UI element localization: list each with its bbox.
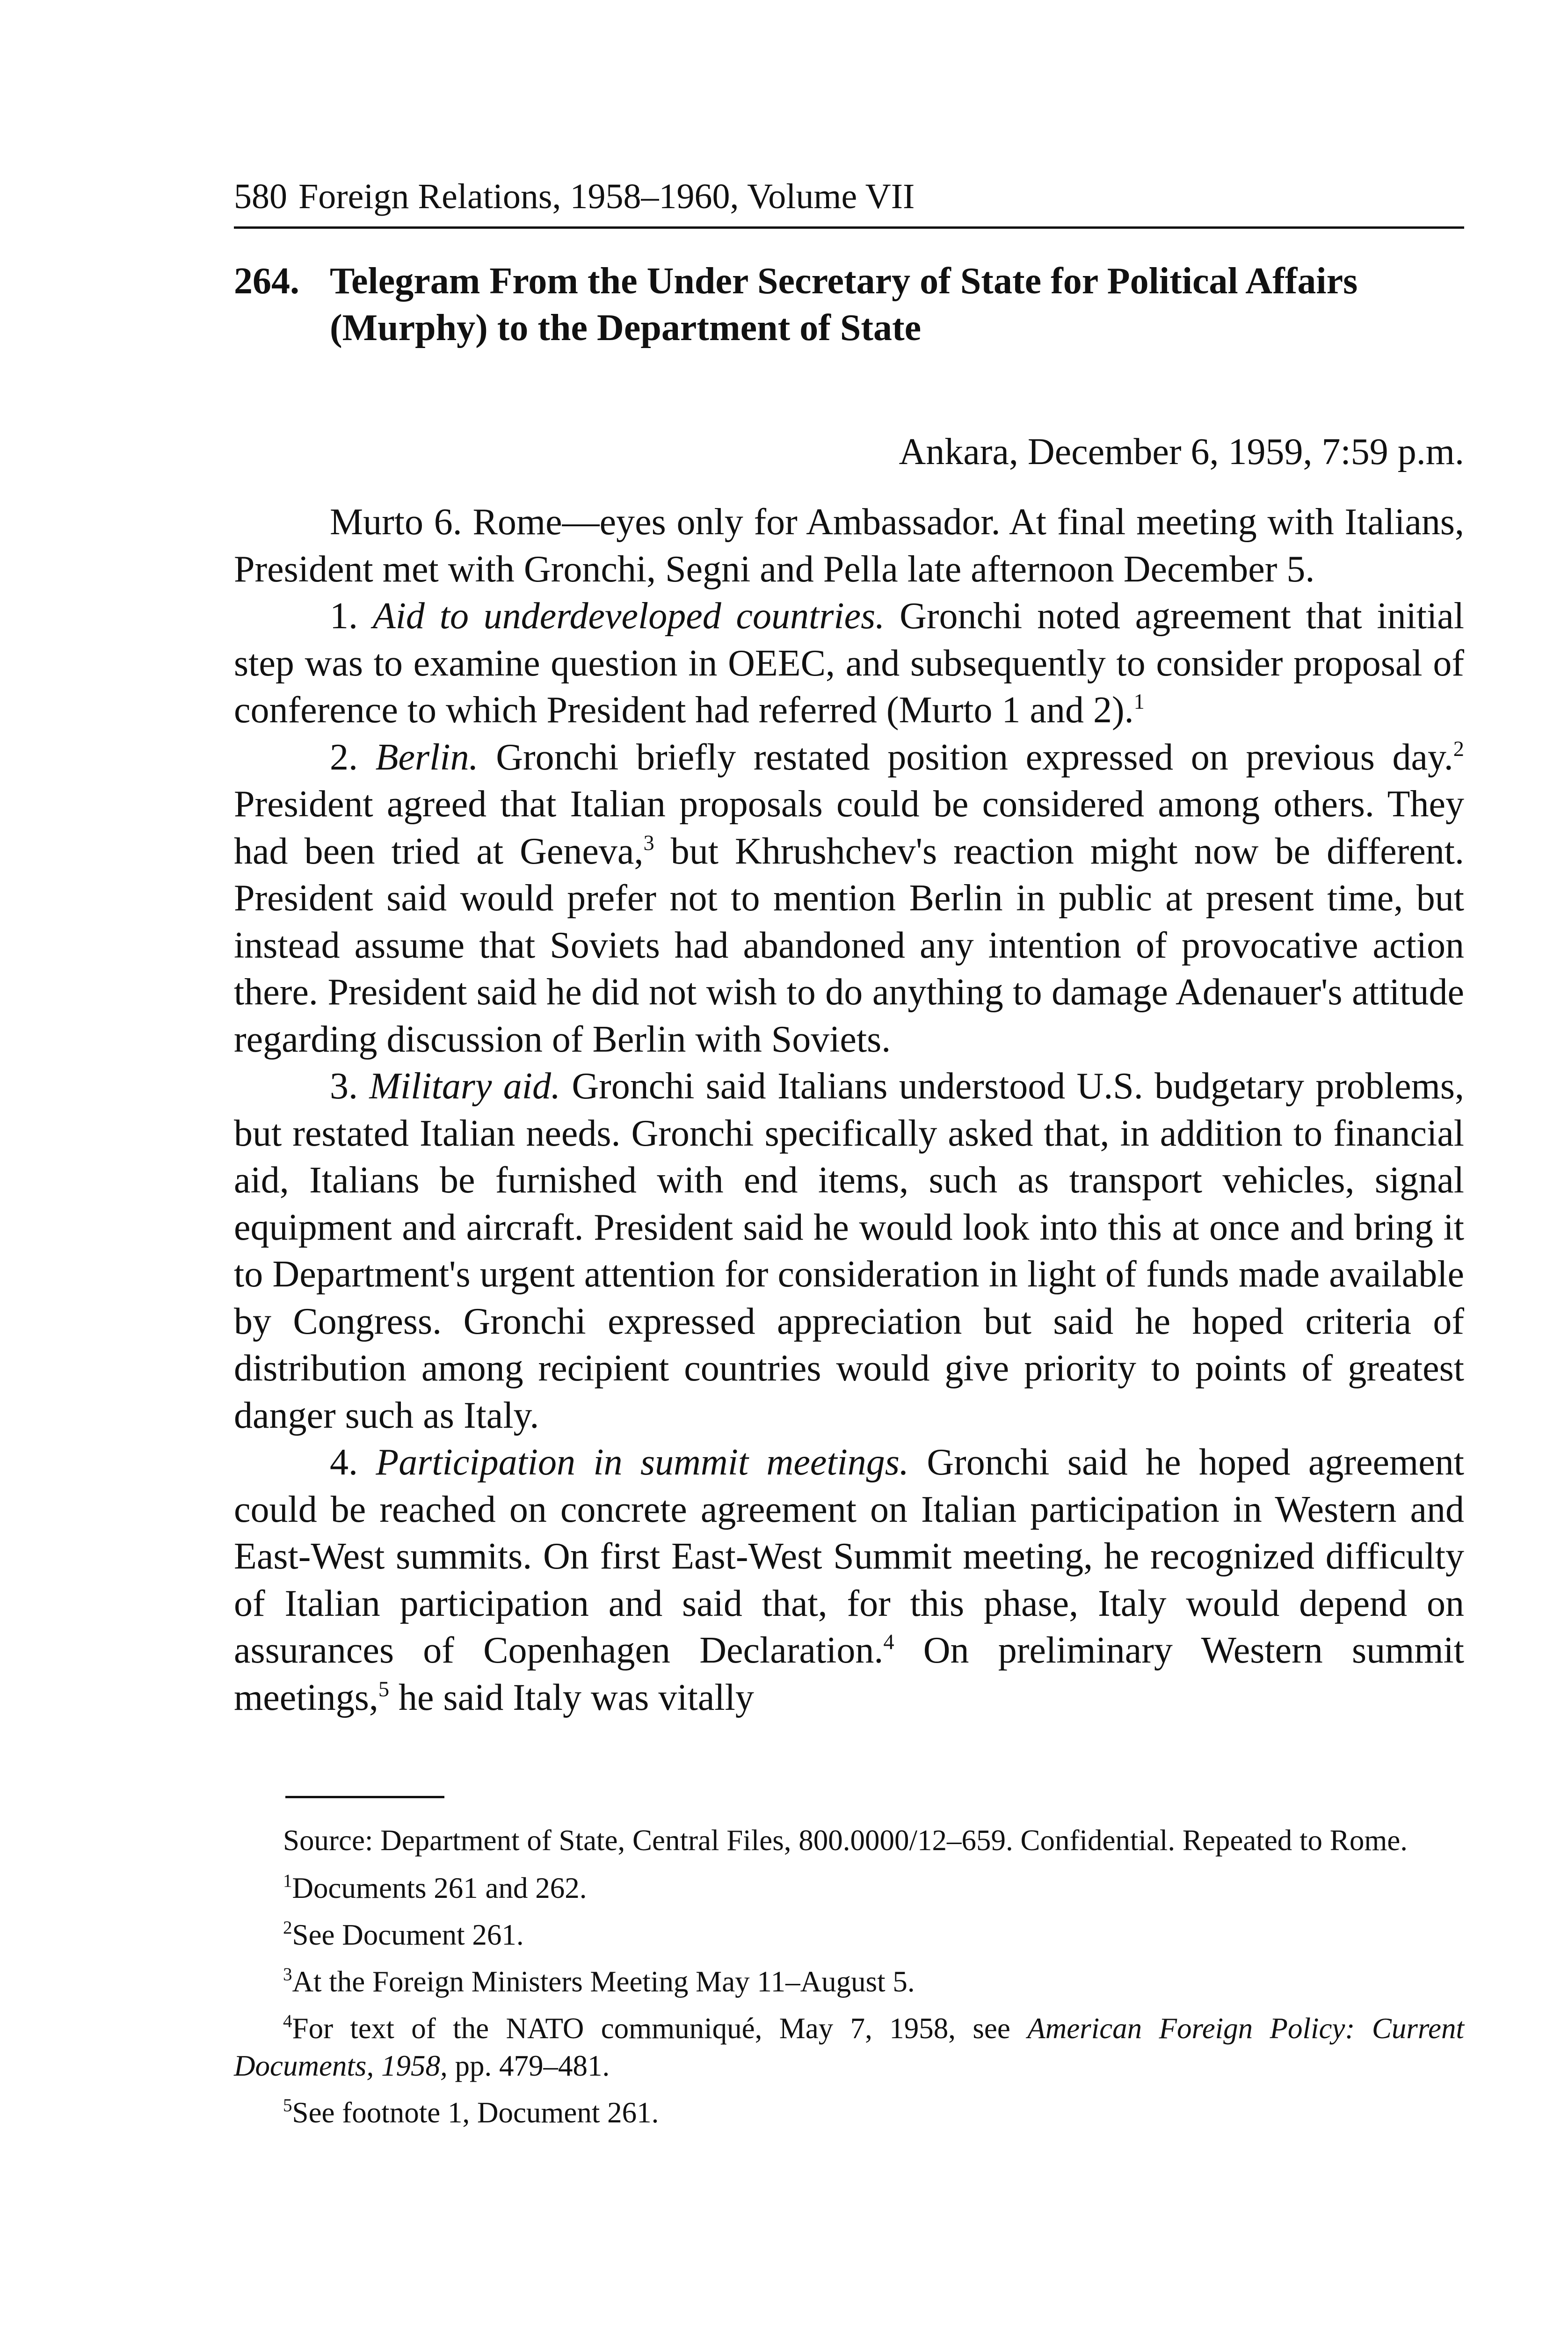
header-rule xyxy=(234,226,1464,229)
footnote xyxy=(234,1916,1464,1954)
running-head xyxy=(234,173,1464,220)
paragraph-text: Gronchi said he hoped agreement could be reached on concrete agreement on Italian participation in Western and East-West summits. On first East-West Summit meeting, he recognized difficulty of Italian participation and said that, for this phase, Italy would depend on assurances of Copenhagen Declaration. xyxy=(234,1442,1465,1671)
series-title: Foreign Relations, 1958–1960, Volume VII xyxy=(298,177,915,216)
paragraph-summit xyxy=(234,1439,1464,1721)
paragraph-aid xyxy=(234,593,1464,734)
document-heading xyxy=(234,258,1464,351)
footnote-mark: 3 xyxy=(283,1964,292,1984)
footnote-ref[interactable]: 3 xyxy=(643,831,654,855)
footnote-text: See footnote 1, Document 261. xyxy=(292,2096,659,2129)
footnote-text: At the Foreign Ministers Meeting May 11–August 5. xyxy=(292,1965,915,1998)
paragraph-text: President agreed that Italian proposals could be considered among others. They had been tried at Geneva, xyxy=(234,784,1464,872)
footnote-mark: 2 xyxy=(283,1917,292,1938)
paragraph-text: he said Italy was vitally xyxy=(399,1677,754,1718)
paragraph-text: Gronchi noted agreement that initial step was to examine question in OEEC, and subsequently to consider proposal of conference to which President had referred (Murto 1 and 2). xyxy=(234,596,1465,731)
paragraph-text: Gronchi said Italians understood U.S. budgetary problems, but restated Italian needs. Gronchi specifically asked that, in addition to financial aid, Italians be furnished with end items, such as transport vehicles, signal equipment and aircraft. President said he would look into this at once and bring it to Department's urgent attention for consideration in light of funds made available by Congress. Gronchi expressed appreciation but said he hoped criteria of distribution among recipient countries would give priority to points of greatest danger such as Italy. xyxy=(234,1066,1465,1436)
footnote xyxy=(234,2094,1464,2131)
page-number: 580 xyxy=(234,177,287,216)
paragraph-number: 4. xyxy=(330,1442,358,1483)
document-title: Telegram From the Under Secretary of State for Political Affairs (Murphy) to the Department of State xyxy=(330,261,1358,349)
paragraph-heading: Aid to underdeveloped countries. xyxy=(372,596,885,637)
paragraph-heading: Berlin. xyxy=(375,736,479,778)
footnote-text: See Document 261. xyxy=(292,1918,524,1951)
paragraph-text: but Khrushchev's reaction might now be different. President said would prefer not to mention Berlin in public at present time, but instead assume that Soviets had abandoned any intention of provocative action there. President said he did not wish to do anything to damage Adenauer's attitude regarding discussion of Berlin with Soviets. xyxy=(234,830,1465,1060)
footnote xyxy=(234,1963,1464,2000)
paragraph-number: 1. xyxy=(330,596,358,637)
document-number: 264. xyxy=(234,261,299,302)
footnote-mark: 5 xyxy=(283,2095,292,2115)
footnote-text: Documents 261 and 262. xyxy=(292,1872,587,1904)
footnote-ref[interactable]: 5 xyxy=(378,1677,390,1701)
page xyxy=(234,173,1464,2141)
dateline: Ankara, December 6, 1959, 7:59 p.m. xyxy=(899,431,1464,472)
body-text xyxy=(234,499,1464,1721)
footnote-mark: 4 xyxy=(283,2011,292,2031)
source-note: Source: Department of State, Central Files, 800.0000/12–659. Confidential. Repeated to Rome. xyxy=(283,1824,1408,1857)
footnote xyxy=(234,1869,1464,1907)
footnotes xyxy=(234,1822,1464,2131)
footnote xyxy=(234,2010,1464,2085)
paragraph-military-aid xyxy=(234,1063,1464,1439)
paragraph-number: 2. xyxy=(330,736,358,778)
footnote-rule xyxy=(285,1796,444,1798)
paragraph-heading: Military aid. xyxy=(369,1066,561,1107)
footnote-mark: 1 xyxy=(283,1870,292,1891)
footnote-citation-title: American Foreign Policy: Current Documents, 1958, xyxy=(234,2012,1465,2082)
paragraph-berlin xyxy=(234,734,1464,1063)
paragraph-text: Gronchi briefly restated position expressed on previous day. xyxy=(496,736,1453,778)
paragraph-number: 3. xyxy=(330,1066,358,1107)
footnote-ref[interactable]: 4 xyxy=(883,1630,894,1655)
paragraph-text: On preliminary Western summit meetings, xyxy=(234,1630,1465,1718)
footnote-ref[interactable]: 2 xyxy=(1453,737,1464,761)
intro-paragraph: Murto 6. Rome—eyes only for Ambassador. At final meeting with Italians, President met with Gronchi, Segni and Pella late afternoon December 5. xyxy=(234,501,1464,590)
footnote-text: pp. 479–481. xyxy=(447,2049,610,2082)
footnote-ref[interactable]: 1 xyxy=(1133,690,1145,714)
footnote-text: For text of the NATO communiqué, May 7, 1958, see xyxy=(292,2012,1028,2045)
paragraph-heading: Participation in summit meetings. xyxy=(376,1442,909,1483)
